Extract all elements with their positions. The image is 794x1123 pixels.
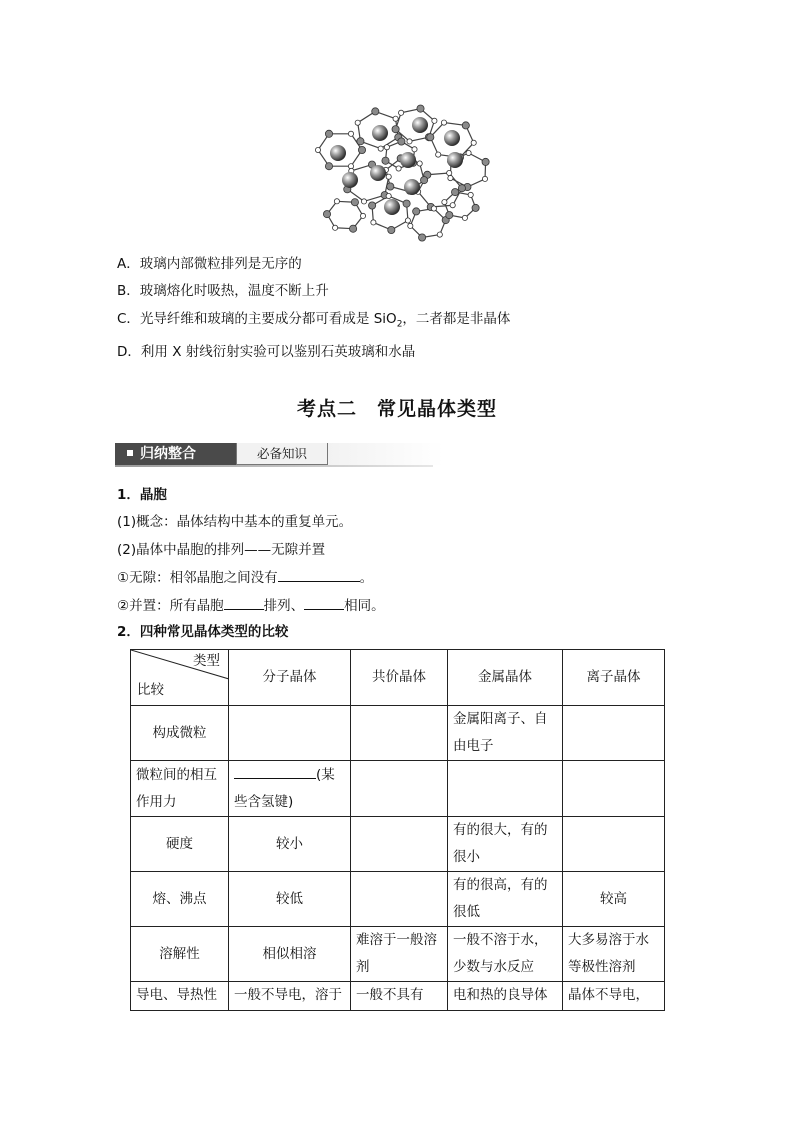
- atom: [468, 192, 473, 197]
- square-bullet-icon: [127, 450, 133, 456]
- table-cell: 难溶于一般溶剂: [351, 927, 448, 982]
- table-row: [131, 872, 665, 927]
- table-cell: [351, 706, 448, 761]
- atom: [398, 138, 405, 145]
- table-cell: [351, 817, 448, 872]
- option-text: 光导纤维和玻璃的主要成分都可看成是 SiO: [139, 311, 397, 327]
- atom: [392, 126, 399, 133]
- row-label: 导电、导热性: [131, 982, 229, 1011]
- atom: [427, 134, 434, 141]
- table-cell: 有的很高，有的很低: [448, 872, 563, 927]
- atom: [403, 200, 410, 207]
- atom: [393, 116, 398, 121]
- atom: [452, 189, 459, 196]
- atom: [419, 234, 426, 241]
- option-letter: C．: [117, 311, 140, 327]
- cell-text: (某些含氢键): [234, 766, 335, 810]
- atom: [369, 202, 376, 209]
- atom: [387, 183, 394, 190]
- line-concept: (1)概念：晶体结构中基本的重复单元。: [117, 514, 353, 530]
- atom: [412, 147, 417, 152]
- metal-ion: [384, 199, 400, 215]
- corner-cell: [131, 650, 229, 706]
- table-row: [131, 982, 665, 1011]
- banner-main: [115, 443, 236, 465]
- line-parallel: [117, 596, 385, 615]
- atom: [432, 118, 437, 123]
- table-cell: 大多易溶于水等极性溶剂: [563, 927, 665, 982]
- metal-ion: [412, 117, 428, 133]
- table-cell: 一般不具有: [351, 982, 448, 1011]
- table-cell: 晶体不导电，: [563, 982, 665, 1011]
- atom: [482, 176, 487, 181]
- atom: [348, 131, 353, 136]
- metal-ion: [370, 165, 386, 181]
- atom: [472, 204, 479, 211]
- fill-blank: [278, 568, 360, 582]
- metal-ion: [447, 152, 463, 168]
- option-a: [117, 255, 302, 273]
- atom: [462, 215, 467, 220]
- line-text: ②并置：所有晶胞: [117, 598, 224, 614]
- metal-ion: [342, 172, 358, 188]
- atom: [382, 157, 389, 164]
- atom: [351, 199, 358, 206]
- table-cell: [563, 761, 665, 817]
- option-text: 玻璃内部微粒排列是无序的: [139, 256, 302, 272]
- fill-blank: [304, 596, 344, 610]
- atom: [446, 212, 453, 219]
- table-cell: 一般不溶于水，少数与水反应: [448, 927, 563, 982]
- atom: [413, 208, 420, 215]
- atom: [466, 150, 471, 155]
- line-arrangement: (2)晶体中晶胞的排列——无隙并置: [117, 542, 326, 558]
- row-label: 构成微粒: [131, 706, 229, 761]
- table-cell: [448, 761, 563, 817]
- table-cell: 较高: [563, 872, 665, 927]
- atom: [437, 232, 442, 237]
- option-letter: D．: [117, 344, 141, 360]
- atom: [355, 120, 360, 125]
- atom: [448, 176, 453, 181]
- atom: [386, 193, 391, 198]
- atom: [441, 120, 446, 125]
- atom: [399, 110, 404, 115]
- metal-ion: [330, 145, 346, 161]
- atom: [447, 170, 452, 175]
- header-ionic: 离子晶体: [563, 650, 665, 706]
- atom: [371, 220, 376, 225]
- atom: [388, 226, 395, 233]
- glass-structure-figure: [300, 95, 495, 245]
- atom: [386, 174, 391, 179]
- subscript: 2: [396, 319, 403, 330]
- table-cell: [229, 706, 351, 761]
- metal-ion: [372, 125, 388, 141]
- fill-blank: [234, 765, 316, 779]
- atom: [431, 206, 436, 211]
- banner-main-label: 归纳整合: [140, 446, 196, 462]
- atom: [436, 152, 441, 157]
- table-row: [131, 817, 665, 872]
- table-cell: 有的很大，有的很小: [448, 817, 563, 872]
- row-label: 熔、沸点: [131, 872, 229, 927]
- option-letter: A．: [117, 256, 140, 272]
- table-cell: 较低: [229, 872, 351, 927]
- atom: [450, 203, 455, 208]
- metal-ion: [400, 152, 416, 168]
- atom: [325, 163, 332, 170]
- atom: [378, 146, 383, 151]
- table-cell: 较小: [229, 817, 351, 872]
- table-header-row: [131, 650, 665, 706]
- atom: [458, 185, 465, 192]
- line-text: ①无隙：相邻晶胞之间没有: [117, 570, 278, 586]
- atom: [357, 138, 364, 145]
- header-metallic: 金属晶体: [448, 650, 563, 706]
- row-label: 硬度: [131, 817, 229, 872]
- metal-ion: [404, 179, 420, 195]
- atom: [405, 218, 410, 223]
- table-row: [131, 761, 665, 817]
- line-text: 。: [359, 570, 374, 586]
- option-text: 利用 X 射线衍射实验可以鉴别石英玻璃和水晶: [140, 344, 416, 360]
- header-molecular: 分子晶体: [229, 650, 351, 706]
- line-text: 排列、: [263, 598, 305, 614]
- header-covalent: 共价晶体: [351, 650, 448, 706]
- atom: [325, 130, 332, 137]
- section-title: 考点二 常见晶体类型: [296, 398, 497, 420]
- row-label: 微粒间的相互作用力: [131, 761, 229, 817]
- atom: [442, 200, 447, 205]
- atom: [323, 211, 330, 218]
- atom: [350, 225, 357, 232]
- option-text: 玻璃熔化时吸热，温度不断上升: [139, 283, 329, 299]
- table-cell: [351, 761, 448, 817]
- table-row: [131, 927, 665, 982]
- atom: [421, 177, 428, 184]
- table-cell: 电和热的良导体: [448, 982, 563, 1011]
- table-cell: [229, 761, 351, 817]
- row-label: 溶解性: [131, 927, 229, 982]
- atom: [334, 199, 339, 204]
- table-row: [131, 706, 665, 761]
- atom: [462, 122, 469, 129]
- atom: [417, 161, 422, 166]
- atom: [396, 166, 401, 171]
- option-letter: B．: [117, 283, 140, 299]
- ring-bond: [327, 201, 363, 228]
- atom: [315, 147, 320, 152]
- line-no-gap: [117, 568, 373, 587]
- atom: [384, 145, 389, 150]
- heading-crystal-types: 2．四种常见晶体类型的比较: [117, 624, 289, 640]
- banner-rule: [115, 465, 433, 467]
- table-cell: [563, 706, 665, 761]
- table-cell: [351, 872, 448, 927]
- heading-unit-cell: 1．晶胞: [117, 487, 167, 503]
- atom: [408, 223, 413, 228]
- atom: [417, 105, 424, 112]
- atom: [372, 108, 379, 115]
- fill-blank: [224, 596, 264, 610]
- atom: [333, 225, 338, 230]
- table-cell: 一般不导电，溶于: [229, 982, 351, 1011]
- option-text: ，二者都是非晶体: [402, 311, 511, 327]
- option-c: [117, 310, 510, 334]
- corner-top-label: 类型: [193, 653, 220, 669]
- comparison-table: [130, 649, 665, 1011]
- option-d: [117, 343, 415, 361]
- banner-tab: 必备知识: [236, 443, 328, 465]
- table-cell: 相似相溶: [229, 927, 351, 982]
- table-cell: [563, 817, 665, 872]
- option-b: [117, 282, 329, 300]
- atom: [360, 213, 365, 218]
- atom: [471, 140, 476, 145]
- table-cell: 金属阳离子、自由电子: [448, 706, 563, 761]
- atom: [361, 199, 366, 204]
- line-text: 相同。: [344, 598, 385, 614]
- atom: [358, 146, 365, 153]
- metal-ion: [444, 130, 460, 146]
- section-banner: [115, 443, 433, 467]
- corner-bottom-label: 比较: [137, 682, 164, 698]
- atom: [482, 158, 489, 165]
- atom: [407, 139, 412, 144]
